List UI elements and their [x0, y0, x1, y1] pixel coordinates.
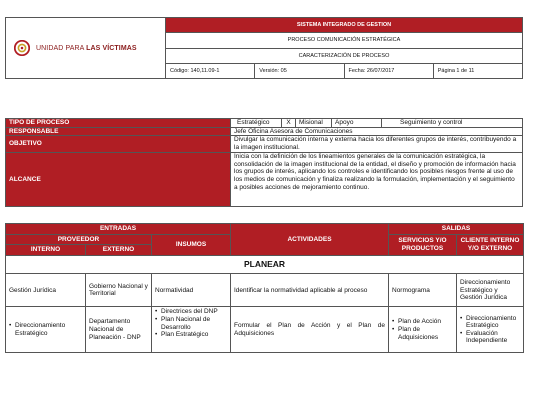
tipo-seguimiento: Seguimiento y control — [400, 119, 463, 126]
list-item: • Plan de Acción — [392, 318, 453, 326]
row2-servicios — [389, 307, 457, 353]
list-item: • Plan de Adquisiciones — [392, 326, 453, 341]
list-item: • Evaluación Independiente — [460, 330, 520, 345]
tipo-estrategico: Estratégico — [234, 119, 282, 127]
process-info-table — [5, 118, 523, 207]
objetivo-value: Divulgar la comunicación interna y externa hacia los diferentes grupos de interés, contribuyendo a la imagen institucional. — [231, 136, 523, 153]
row1-interno: Gestión Jurídica — [6, 274, 86, 307]
doc-version: Versión: 05 — [255, 64, 344, 78]
row2-externo: Departamento Nacional de Planeación - DNP — [86, 307, 152, 353]
list-item: • Plan Nacional de Desarrollo — [155, 316, 227, 331]
tipo-apoyo: Apoyo — [332, 119, 382, 127]
entradas-header: ENTRADAS — [6, 224, 231, 235]
actividades-header: ACTIVIDADES — [231, 224, 389, 256]
row1-insumos: Normatividad — [152, 274, 231, 307]
row2-cliente — [457, 307, 524, 353]
list-item: • Plan Estratégico — [155, 331, 227, 339]
row2-insumos — [152, 307, 231, 353]
process-table — [5, 223, 524, 353]
interno-header: INTERNO — [6, 245, 86, 256]
tipo-misional: Misional — [296, 119, 332, 127]
responsable-value: Jefe Oficina Asesora de Comunicaciones — [231, 127, 523, 136]
row2-interno — [6, 307, 86, 353]
system-title: SISTEMA INTEGRADO DE GESTION — [166, 18, 522, 33]
list-item: • Direccionamiento Estratégico — [9, 322, 82, 337]
row1-cliente: Direccionamiento Estratégico y Gestión Jurídica — [457, 274, 524, 307]
externo-header: EXTERNO — [86, 245, 152, 256]
process-title: PROCESO COMUNICACIÓN ESTRATÉGICA — [166, 33, 522, 48]
list-item: • Directrices del DNP — [155, 308, 227, 316]
salidas-header: SALIDAS — [389, 224, 524, 235]
doc-page: Página 1 de 11 — [437, 67, 475, 74]
unidad-victimas-logo-icon — [14, 40, 30, 56]
row1-servicios: Normograma — [389, 274, 457, 307]
tipo-mark: X — [282, 119, 296, 127]
cliente-header: CLIENTE INTERNO Y/O EXTERNO — [457, 234, 524, 255]
document-meta — [166, 64, 522, 78]
insumos-header: INSUMOS — [152, 234, 231, 255]
objetivo-label: OBJETIVO — [6, 136, 231, 153]
row2-actividad: Formular el Plan de Acción y el Plan de Adquisiciones — [231, 307, 389, 353]
row1-actividad: Identificar la normatividad aplicable al proceso — [231, 274, 389, 307]
phase-planear: PLANEAR — [6, 255, 524, 274]
tipo-proceso-value — [231, 119, 523, 128]
alcance-value: Inicia con la definición de los lineamientos generales de la comunicación estratégica, la consolidación de la imagen institucional de la entidad, el diseño y promoción de información hacia los grupos de interés, aplicando los controles e identificando los posibles riesgos frente al uso de los medios de comunicación y finaliza realizando la formulación, implementación y el seguimiento a posibles acciones de mejoramiento continuo. — [231, 153, 523, 207]
alcance-label: ALCANCE — [6, 153, 231, 207]
characterization-title: CARACTERIZACIÓN DE PROCESO — [166, 49, 522, 64]
doc-code: Código: 140,11.09-1 — [166, 64, 255, 78]
logo-text: UNIDAD PARA LAS VÍCTIMAS — [36, 44, 137, 52]
tipo-proceso-label: TIPO DE PROCESO — [6, 119, 231, 128]
list-item: • Direccionamiento Estratégico — [460, 315, 520, 330]
responsable-label: RESPONSABLE — [6, 127, 231, 136]
doc-date: Fecha: 26/07/2017 — [345, 64, 434, 78]
document-header — [5, 17, 523, 79]
logo-area — [6, 18, 166, 78]
servicios-header: SERVICIOS Y/O PRODUCTOS — [389, 234, 457, 255]
row1-externo: Gobierno Nacional y Territorial — [86, 274, 152, 307]
proveedor-header: PROVEEDOR — [6, 234, 152, 245]
